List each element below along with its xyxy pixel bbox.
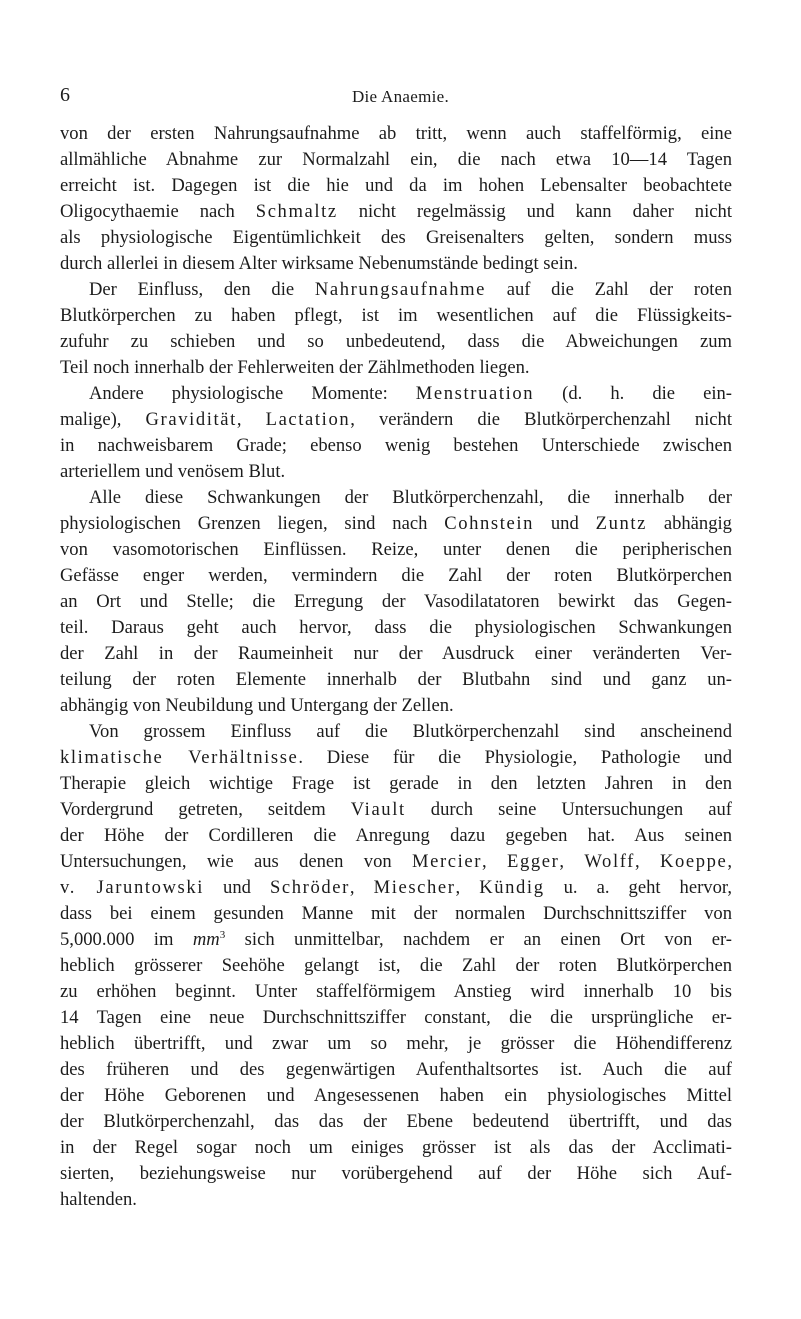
text-line: in nachweisbarem Grade; ebenso wenig bestehen Unterschiede zwischen [60, 435, 732, 456]
paragraph-1 [60, 121, 732, 277]
paragraph-4 [60, 485, 732, 719]
text-line: Von grossem Einfluss auf die Blutkörperchenzahl sind anscheinend [89, 721, 732, 742]
text-line: teil. Daraus geht auch hervor, dass die physiologischen Schwankungen [60, 617, 732, 638]
text-line: Der Einfluss, den die Nahrungsaufnahme auf die Zahl der roten [89, 279, 733, 300]
text-line: des früheren und des gegenwärtigen Aufenthaltsortes ist. Auch die auf [60, 1059, 732, 1080]
text-line: Untersuchungen, wie aus denen von Mercier, Egger, Wolff, Koeppe, [60, 851, 733, 872]
text-line: malige), Gravidität, Lactation, verändern die Blutkörperchenzahl nicht [60, 409, 733, 430]
text-line: der Höhe der Cordilleren die Anregung dazu gegeben hat. Aus seinen [60, 825, 732, 846]
text-line: teilung der roten Elemente innerhalb der Blutbahn sind und ganz un- [60, 669, 732, 690]
body-text [60, 121, 732, 1213]
text-line: 5,000.000 im $mm^3$ sich unmittelbar, nachdem er an einen Ort von er- [60, 929, 732, 950]
text-line: haltenden. [60, 1189, 137, 1210]
text-line: heblich übertrifft, und zwar um so mehr, je grösser die Höhendifferenz [60, 1033, 732, 1054]
text-line: Gefässe enger werden, vermindern die Zahl der roten Blutkörperchen [60, 565, 732, 586]
text-line: der Höhe Geborenen und Angesessenen haben ein physiologisches Mittel [60, 1085, 732, 1106]
text-line: Alle diese Schwankungen der Blutkörperchenzahl, die innerhalb der [89, 487, 732, 508]
text-line: als physiologische Eigentümlichkeit des Greisenalters gelten, sondern muss [60, 227, 732, 248]
text-line: der Zahl in der Raumeinheit nur der Ausdruck einer veränderten Ver- [60, 643, 732, 664]
running-title: Die Anaemie. [351, 87, 450, 106]
text-line: in der Regel sogar noch um einiges grösser ist als das der Acclimati- [60, 1137, 732, 1158]
text-line: Therapie gleich wichtige Frage ist gerade in den letzten Jahren in den [60, 773, 732, 794]
text-line: durch allerlei in diesem Alter wirksame Nebenumstände bedingt sein. [60, 253, 578, 274]
text-line: sierten, beziehungsweise nur vorübergehend auf der Höhe sich Auf- [60, 1163, 732, 1184]
text-line: von vasomotorischen Einflüssen. Reize, unter denen die peripherischen [60, 539, 732, 560]
text-line: 14 Tagen eine neue Durchschnittsziffer constant, die die ursprüngliche er- [60, 1007, 732, 1028]
text-line: allmähliche Abnahme zur Normalzahl ein, die nach etwa 10—14 Tagen [60, 149, 732, 170]
paragraph-2 [60, 277, 732, 381]
text-line: dass bei einem gesunden Manne mit der normalen Durchschnittsziffer von [60, 903, 732, 924]
text-line: zufuhr zu schieben und so unbedeutend, dass die Abweichungen zum [60, 331, 732, 352]
text-line: Andere physiologische Momente: Menstruation (d. h. die ein- [89, 383, 732, 404]
text-line: klimatische Verhältnisse. Diese für die Physiologie, Pathologie und [60, 747, 732, 768]
page-header [0, 84, 801, 110]
text-line: erreicht ist. Dagegen ist die hie und da im hohen Lebensalter beobachtete [60, 175, 732, 196]
text-line: an Ort und Stelle; die Erregung der Vasodilatatoren bewirkt das Gegen- [60, 591, 732, 612]
text-line: zu erhöhen beginnt. Unter staffelförmigem Anstieg wird innerhalb 10 bis [60, 981, 732, 1002]
text-line: Teil noch innerhalb der Fehlerweiten der Zählmethoden liegen. [60, 357, 530, 378]
text-line: abhängig von Neubildung und Untergang der Zellen. [60, 695, 454, 716]
text-line: Blutkörperchen zu haben pflegt, ist im wesentlichen auf die Flüssigkeits- [60, 305, 732, 326]
paragraph-3 [60, 381, 732, 485]
text-line: heblich grösserer Seehöhe gelangt ist, die Zahl der roten Blutkörperchen [60, 955, 732, 976]
text-line: Vordergrund getreten, seitdem Viault durch seine Untersuchungen auf [60, 799, 733, 820]
text-line: v. Jaruntowski und Schröder, Miescher, Kündig u. a. geht hervor, [60, 877, 732, 898]
text-line: von der ersten Nahrungsaufnahme ab tritt, wenn auch staffelförmig, eine [60, 123, 732, 144]
paragraph-5 [60, 719, 732, 1213]
page-number: 6 [60, 84, 70, 106]
text-line: Oligocythaemie nach Schmaltz nicht regelmässig und kann daher nicht [60, 201, 732, 222]
text-line: der Blutkörperchenzahl, das das der Ebene bedeutend übertrifft, und das [60, 1111, 732, 1132]
text-line: arteriellem und venösem Blut. [60, 461, 286, 482]
text-line: physiologischen Grenzen liegen, sind nach Cohnstein und Zuntz abhängig [60, 513, 732, 534]
